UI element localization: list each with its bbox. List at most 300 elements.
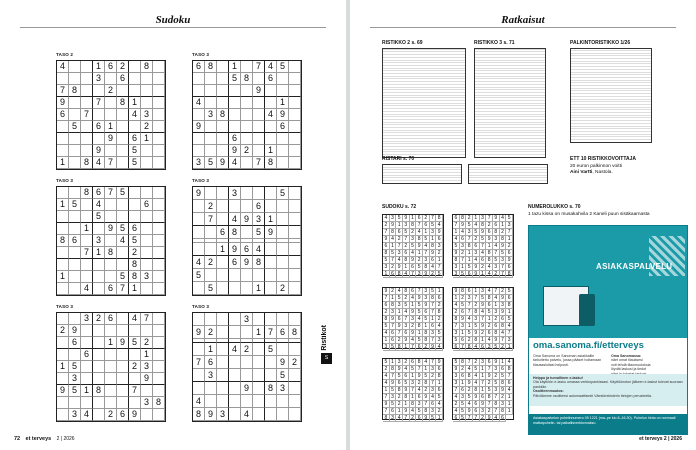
solution-cell: 7 <box>480 316 487 323</box>
sudoku-cell: 3 <box>205 369 217 382</box>
sudoku-cell <box>57 409 69 421</box>
solution-cell: 3 <box>460 323 467 330</box>
sudoku-cell <box>217 326 229 339</box>
sudoku-cell <box>153 223 165 235</box>
solution-cell: 4 <box>430 394 437 401</box>
sudoku-cell <box>277 85 289 97</box>
numerolukko-text: 1 tazu kissa on musakahvila 2 Kaneli puun sisäkaarnasta <box>528 212 650 217</box>
solution-cell: 1 <box>423 366 430 373</box>
solution-cell: 6 <box>473 243 480 250</box>
sudoku-cell <box>141 259 153 271</box>
solution-cell: 7 <box>410 387 417 394</box>
sudoku-cell <box>129 373 141 385</box>
solution-cell: 8 <box>403 288 410 295</box>
sudoku-cell: 3 <box>205 109 217 121</box>
solution-cell: 9 <box>486 236 493 243</box>
solution-cell: 5 <box>383 359 390 366</box>
sudoku-cell <box>105 199 117 211</box>
sudoku-cell: 6 <box>93 121 105 133</box>
sudoku-cell <box>289 97 301 109</box>
solution-cell: 5 <box>430 222 437 229</box>
sudoku-cell <box>241 97 253 109</box>
solution-cell: 9 <box>396 264 403 271</box>
sudoku-cell <box>81 361 93 373</box>
sudoku-cell <box>153 73 165 85</box>
solution-cell: 8 <box>423 330 430 337</box>
sudoku-cell: 7 <box>93 97 105 109</box>
solution-cell: 1 <box>500 359 507 366</box>
sudoku-cell <box>205 133 217 145</box>
solution-cell: 6 <box>423 309 430 316</box>
solution-cell: 3 <box>453 271 460 278</box>
sudoku-cell <box>229 269 241 282</box>
ad-header <box>529 226 687 338</box>
mini-grid <box>452 214 514 276</box>
sudoku-cell <box>57 121 69 133</box>
solution-cell: 4 <box>453 408 460 415</box>
solution-cell: 4 <box>473 222 480 229</box>
solution-cell: 1 <box>416 250 423 257</box>
page-footer <box>14 436 75 442</box>
sudoku-cell <box>105 397 117 409</box>
solution-cell: 5 <box>466 222 473 229</box>
solution-cell: 3 <box>493 366 500 373</box>
sudoku-cell <box>57 145 69 157</box>
sudoku-cell <box>289 121 301 133</box>
sudoku-cell: 9 <box>117 337 129 349</box>
solution-cell: 5 <box>466 264 473 271</box>
sudoku-cell: 2 <box>57 325 69 337</box>
sudoku-cell: 6 <box>241 243 253 256</box>
solution-cell: 9 <box>453 366 460 373</box>
solution-cell: 8 <box>383 415 390 422</box>
sudoku-cell <box>265 200 277 213</box>
solution-cell: 1 <box>506 344 513 351</box>
sudoku-cell: 9 <box>105 133 117 145</box>
sudoku-cell: 9 <box>241 213 253 226</box>
solution-cell: 9 <box>410 257 417 264</box>
solution-cell: 4 <box>383 215 390 222</box>
sudoku-cell: 8 <box>141 61 153 73</box>
sudoku-cell: 9 <box>241 382 253 395</box>
sudoku-cell: 8 <box>129 271 141 283</box>
sudoku-cell: 8 <box>253 256 265 269</box>
sudoku-cell <box>93 337 105 349</box>
solution-cell: 9 <box>430 250 437 257</box>
solution-cell: 3 <box>423 257 430 264</box>
solution-cell: 2 <box>390 264 397 271</box>
sudoku-cell <box>69 61 81 73</box>
solution-cell: 6 <box>466 288 473 295</box>
solution-cell: 1 <box>410 215 417 222</box>
sudoku-cell <box>241 61 253 73</box>
sudoku-cell <box>265 85 277 97</box>
solution-cell: 6 <box>383 243 390 250</box>
solution-cell: 3 <box>460 243 467 250</box>
solution-cell: 6 <box>486 229 493 236</box>
solution-cell: 2 <box>493 373 500 380</box>
issue-number: 2 | 2026 <box>56 436 75 442</box>
solution-cell: 1 <box>506 236 513 243</box>
solution-cell: 3 <box>486 344 493 351</box>
sudoku-cell: 1 <box>277 97 289 109</box>
sudoku-cell <box>81 235 93 247</box>
sudoku-cell: 7 <box>117 283 129 295</box>
sudoku-cell <box>57 247 69 259</box>
sudoku-cell: 6 <box>93 187 105 199</box>
sudoku-cell <box>117 397 129 409</box>
solution-cell: 5 <box>453 243 460 250</box>
sudoku-cell <box>253 121 265 133</box>
sudoku-cell <box>241 85 253 97</box>
solution-cell: 2 <box>480 415 487 422</box>
mini-grid <box>382 287 444 349</box>
sudoku-cell <box>265 256 277 269</box>
sudoku-cell <box>153 313 165 325</box>
sudoku-cell <box>205 269 217 282</box>
ristari-section <box>382 156 548 184</box>
sudoku-cell: 1 <box>57 361 69 373</box>
sudoku-cell <box>205 145 217 157</box>
solution-cell: 2 <box>473 302 480 309</box>
solution-cell: 8 <box>486 257 493 264</box>
solution-cell: 5 <box>460 271 467 278</box>
sudoku-cell <box>57 313 69 325</box>
solution-cell: 9 <box>460 316 467 323</box>
sudoku-cell <box>57 211 69 223</box>
solution-cell: 1 <box>436 415 443 422</box>
solution-cell: 2 <box>436 316 443 323</box>
solution-cell: 1 <box>416 330 423 337</box>
sudoku-cell <box>153 157 165 169</box>
solution-cell: 3 <box>460 394 467 401</box>
sudoku-cell: 4 <box>193 395 205 408</box>
solution-cell: 7 <box>396 330 403 337</box>
solution-cell: 8 <box>423 264 430 271</box>
solution-cell: 5 <box>396 215 403 222</box>
sudoku-cell: 2 <box>241 145 253 157</box>
solution-cell: 1 <box>480 337 487 344</box>
sudoku-cell <box>117 361 129 373</box>
solution-cell: 8 <box>416 236 423 243</box>
sudoku-cell <box>193 343 205 356</box>
solution-cell: 5 <box>500 373 507 380</box>
solution-cell: 6 <box>416 215 423 222</box>
solution-cell: 2 <box>506 243 513 250</box>
solution-cell: 8 <box>500 236 507 243</box>
sudoku-level: TASO 2 <box>56 52 74 57</box>
sudoku-solution-2 <box>452 214 514 276</box>
sudoku-cell <box>217 213 229 226</box>
solution-cell: 9 <box>383 236 390 243</box>
solution-cell: 8 <box>423 408 430 415</box>
solution-cell: 2 <box>403 295 410 302</box>
ad-url-link[interactable]: oma.sanoma.fi/etterveys <box>533 340 644 351</box>
sudoku-cell <box>217 282 229 295</box>
solution-cell: 4 <box>480 309 487 316</box>
solution-cell: 2 <box>466 387 473 394</box>
solution-cell: 1 <box>423 323 430 330</box>
solution-cell: 5 <box>436 330 443 337</box>
sudoku-cell: 6 <box>69 235 81 247</box>
solution-cell: 4 <box>493 415 500 422</box>
solution-cell: 8 <box>383 250 390 257</box>
sudoku-cell <box>289 369 301 382</box>
solution-cell: 7 <box>383 394 390 401</box>
mini-grid <box>452 287 514 349</box>
ad-band-title: Helppo ja turvallinen e-lasku! <box>533 376 583 380</box>
title-rule <box>20 27 326 28</box>
solution-cell: 6 <box>473 408 480 415</box>
solution-cell: 1 <box>453 229 460 236</box>
sudoku-cell <box>253 187 265 200</box>
solution-cell: 3 <box>453 380 460 387</box>
sudoku-cell: 3 <box>69 409 81 421</box>
sudoku-cell <box>229 85 241 97</box>
sudoku-cell <box>153 97 165 109</box>
solution-cell: 6 <box>493 222 500 229</box>
sudoku-puzzle-4 <box>192 178 302 296</box>
brand-text: Ristikot <box>321 325 328 351</box>
sudoku-cell <box>117 247 129 259</box>
solution-cell: 6 <box>500 415 507 422</box>
solution-cell: 1 <box>410 394 417 401</box>
solution-cell: 1 <box>480 271 487 278</box>
sudoku-cell: 9 <box>129 409 141 421</box>
solution-cell: 3 <box>383 344 390 351</box>
solution-cell: 3 <box>480 288 487 295</box>
solution-cell: 9 <box>430 344 437 351</box>
sudoku-cell <box>117 85 129 97</box>
solution-cell: 6 <box>410 264 417 271</box>
sudoku-cell <box>105 235 117 247</box>
sudoku-cell <box>217 121 229 133</box>
sudoku-cell: 8 <box>69 85 81 97</box>
sudoku-cell <box>153 121 165 133</box>
sudoku-cell: 9 <box>57 385 69 397</box>
solution-cell: 5 <box>460 408 467 415</box>
solution-cell: 3 <box>500 302 507 309</box>
sudoku-cell: 5 <box>69 199 81 211</box>
solution-cell: 9 <box>473 394 480 401</box>
sudoku-cell <box>229 395 241 408</box>
solution-cell: 3 <box>436 337 443 344</box>
solution-cell: 7 <box>453 323 460 330</box>
solution-cell: 1 <box>466 323 473 330</box>
sudoku-cell <box>105 259 117 271</box>
solution-cell: 5 <box>493 257 500 264</box>
sudoku-cell <box>141 187 153 199</box>
solution-cell: 8 <box>423 337 430 344</box>
sudoku-cell: 5 <box>117 223 129 235</box>
sudoku-cell: 3 <box>217 408 229 421</box>
solution-cell: 1 <box>436 257 443 264</box>
solution-cell: 9 <box>453 250 460 257</box>
sudoku-cell <box>141 409 153 421</box>
solution-cell: 1 <box>506 401 513 408</box>
solution-cell: 8 <box>390 302 397 309</box>
sudoku-cell: 4 <box>229 213 241 226</box>
sudoku-cell: 6 <box>217 226 229 239</box>
sudoku-cell <box>289 213 301 226</box>
sudoku-cell <box>229 200 241 213</box>
sudoku-cell: 1 <box>81 223 93 235</box>
solution-cell: 9 <box>383 288 390 295</box>
sudoku-cell: 1 <box>105 337 117 349</box>
sudoku-cell <box>69 187 81 199</box>
sudoku-cell: 1 <box>141 349 153 361</box>
solution-cell: 1 <box>480 373 487 380</box>
solution-cell: 1 <box>486 316 493 323</box>
sudoku-cell <box>57 223 69 235</box>
solution-cell: 9 <box>473 330 480 337</box>
sudoku-cell <box>93 133 105 145</box>
sudoku-cell <box>289 109 301 121</box>
sudoku-cell: 3 <box>81 313 93 325</box>
sudoku-cell <box>277 395 289 408</box>
solution-cell: 5 <box>416 309 423 316</box>
sudoku-cell <box>241 282 253 295</box>
sudoku-cell <box>153 247 165 259</box>
sudoku-cell: 2 <box>129 247 141 259</box>
sudoku-cell <box>69 109 81 121</box>
solution-cell: 4 <box>436 222 443 229</box>
solution-cell: 2 <box>396 236 403 243</box>
sudoku-cell <box>241 133 253 145</box>
sudoku-cell <box>141 97 153 109</box>
solution-cell: 2 <box>430 373 437 380</box>
solution-cell: 3 <box>453 330 460 337</box>
sudoku-cell: 9 <box>217 157 229 169</box>
solution-cell: 6 <box>390 330 397 337</box>
sudoku-cell <box>205 73 217 85</box>
sudoku-cell: 2 <box>141 337 153 349</box>
sudoku-level: TASO 3 <box>192 52 210 57</box>
sudoku-cell <box>193 243 205 256</box>
solution-cell: 7 <box>430 380 437 387</box>
sudoku-cell <box>253 356 265 369</box>
solution-cell: 6 <box>506 250 513 257</box>
sudoku-cell: 9 <box>193 326 205 339</box>
solution-cell: 3 <box>410 236 417 243</box>
solution-cell: 7 <box>493 408 500 415</box>
solution-cell: 5 <box>506 288 513 295</box>
sudoku-cell <box>205 313 217 326</box>
sudoku-cell: 5 <box>253 226 265 239</box>
sudoku-cell: 6 <box>105 313 117 325</box>
sudoku-cell: 7 <box>129 385 141 397</box>
sudoku-cell <box>153 283 165 295</box>
sudoku-cell <box>93 361 105 373</box>
sudoku-cell <box>217 256 229 269</box>
sudoku-cell <box>81 199 93 211</box>
solution-cell: 7 <box>390 323 397 330</box>
sudoku-cell <box>69 313 81 325</box>
sudoku-cell <box>105 373 117 385</box>
solution-cell: 9 <box>436 229 443 236</box>
ad-title: ASIAKASPALVELU <box>596 262 673 271</box>
solution-cell: 6 <box>403 373 410 380</box>
sudoku-cell: 6 <box>277 326 289 339</box>
sudoku-cell <box>153 85 165 97</box>
solution-cell: 8 <box>500 323 507 330</box>
solution-cell: 8 <box>436 215 443 222</box>
sudoku-cell <box>193 85 205 97</box>
solution-cell: 5 <box>390 387 397 394</box>
solution-cell: 3 <box>396 302 403 309</box>
sudoku-cell <box>129 85 141 97</box>
solution-cell: 5 <box>416 337 423 344</box>
sudoku-cell <box>277 200 289 213</box>
winner-text: 20 euron palkinnon voitti <box>570 164 623 169</box>
solution-cell: 4 <box>473 380 480 387</box>
sudoku-cell: 5 <box>69 361 81 373</box>
solution-cell: 6 <box>436 236 443 243</box>
solution-cell: 9 <box>486 415 493 422</box>
sudoku-cell <box>81 211 93 223</box>
solution-cell: 2 <box>423 344 430 351</box>
sudoku-cell: 5 <box>117 271 129 283</box>
solution-cell: 3 <box>423 288 430 295</box>
sudoku-cell <box>265 395 277 408</box>
sudoku-cell: 9 <box>229 145 241 157</box>
solution-cell: 8 <box>453 316 460 323</box>
solution-cell: 5 <box>423 373 430 380</box>
solution-cell: 7 <box>486 401 493 408</box>
solution-cell: 9 <box>453 288 460 295</box>
solution-cell: 5 <box>390 401 397 408</box>
sudoku-cell: 7 <box>205 213 217 226</box>
solution-cell: 5 <box>453 337 460 344</box>
sudoku-cell <box>289 157 301 169</box>
sudoku-cell <box>205 382 217 395</box>
sudoku-cell: 4 <box>81 409 93 421</box>
sudoku-cell: 5 <box>129 145 141 157</box>
sudoku-solution-5 <box>382 358 444 420</box>
solution-cell: 4 <box>453 302 460 309</box>
winner-section <box>570 156 680 176</box>
sudoku-cell: 5 <box>277 61 289 73</box>
solution-cell: 1 <box>436 288 443 295</box>
sudoku-cell: 4 <box>81 283 93 295</box>
solution-cell: 5 <box>493 344 500 351</box>
solution-cell: 4 <box>416 316 423 323</box>
sudoku-cell <box>93 223 105 235</box>
sudoku-cell <box>277 256 289 269</box>
solution-cell: 5 <box>423 236 430 243</box>
sudoku-cell <box>277 243 289 256</box>
sudoku-cell: 7 <box>81 247 93 259</box>
sudoku-cell <box>69 247 81 259</box>
solution-cell: 5 <box>430 415 437 422</box>
solution-cell: 4 <box>410 337 417 344</box>
sudoku-cell <box>141 247 153 259</box>
sudoku-cell: 5 <box>69 121 81 133</box>
solution-cell: 4 <box>466 316 473 323</box>
sudoku-cell: 7 <box>57 85 69 97</box>
sudoku-cell <box>265 269 277 282</box>
ad-description: Oma Sanoma on Sanoman asiakkaille tarkoitettu palvelu, jossa pääset hoitamaan tilausasioitasi helposti. <box>533 354 602 367</box>
solution-cell: 2 <box>500 344 507 351</box>
sudoku-cell: 1 <box>81 385 93 397</box>
sudoku-cell <box>153 259 165 271</box>
solution-cell: 2 <box>383 222 390 229</box>
solution-cell: 1 <box>436 380 443 387</box>
solution-cell: 9 <box>473 264 480 271</box>
solution-cell: 9 <box>423 271 430 278</box>
solution-cell: 3 <box>493 309 500 316</box>
sudoku-cell <box>57 133 69 145</box>
